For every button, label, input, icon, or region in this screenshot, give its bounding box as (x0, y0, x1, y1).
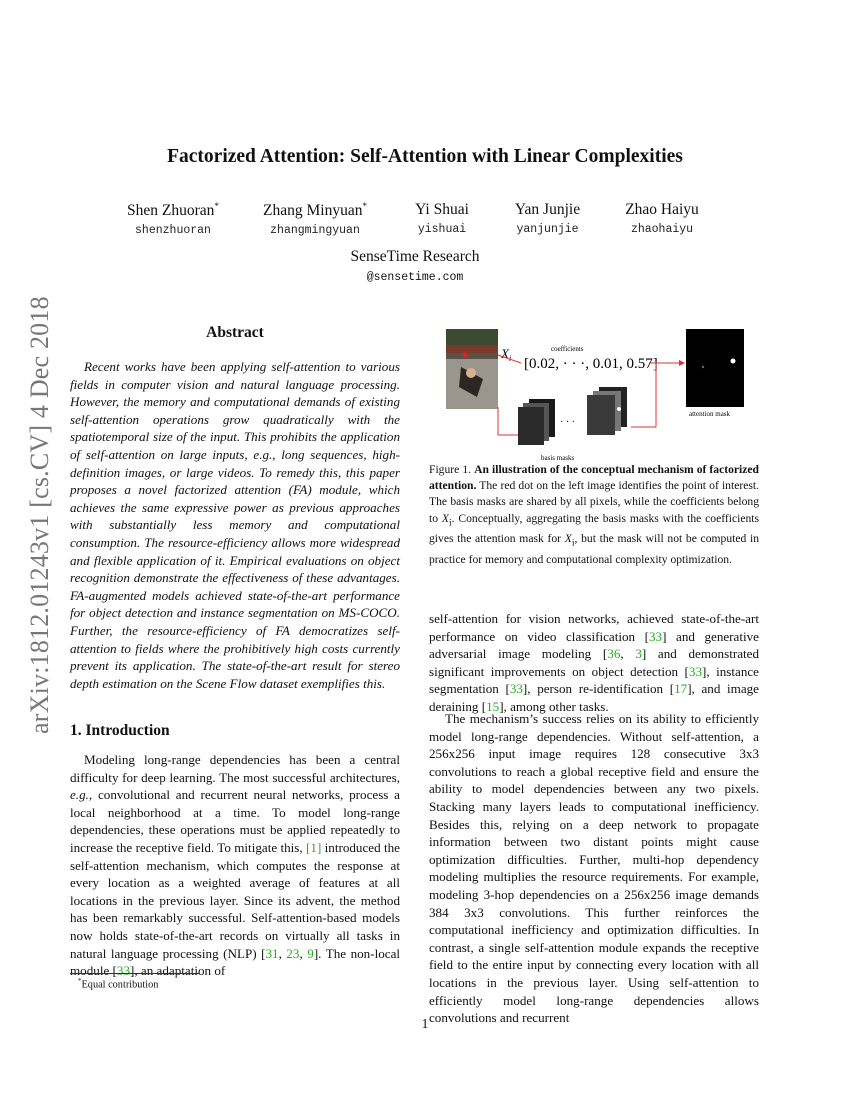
basis-masks (518, 387, 627, 445)
author-name: Yi Shuai (415, 201, 469, 218)
text-run: , (278, 945, 287, 961)
input-image (446, 329, 498, 409)
text-run: ] and generative adversarial image modeling [ (429, 628, 759, 662)
citation-link[interactable]: 3 (635, 646, 642, 662)
math-var: X (441, 511, 449, 525)
author-name: Zhao Haiyu (625, 201, 699, 218)
footnote-rule (70, 973, 200, 974)
footnote-mark: * (78, 977, 82, 985)
author-email: zhangmingyuan (270, 224, 360, 238)
affiliation: SenseTime Research (350, 248, 480, 265)
attention-mask-label: attention mask (689, 410, 731, 418)
coefficients-vector: [0.02, · · ·, 0.01, 0.57] (524, 356, 658, 372)
ellipsis: · · · (560, 417, 575, 428)
figure-1 (441, 327, 756, 467)
citation-link[interactable]: 33 (688, 663, 702, 679)
text-run: ], and image deraining [ (429, 681, 759, 714)
email-domain: @sensetime.com (366, 271, 464, 284)
figure-caption (429, 462, 759, 568)
math-sub: i (448, 516, 452, 528)
text-run: , convolutional and recurrent neural networks, process a local neighborhood at a time. To model long-range dependencies, these operations must be applied repeatedly to increase the receptive field. To mitigate this, (70, 787, 400, 855)
author-email: yishuai (417, 223, 467, 236)
introduction-heading: 1. Introduction (70, 722, 170, 739)
author-mark: * (214, 201, 219, 211)
text-run: . Conceptually, aggregating the basis masks with the coefficients gives the attention mask for (429, 511, 760, 546)
citation-link[interactable]: 9 (307, 945, 314, 961)
citation-link[interactable]: 17 (674, 681, 688, 697)
red-dot-marker (463, 353, 468, 358)
author-name: Zhang Minyuan (263, 202, 363, 220)
author-name: Yan Junjie (514, 201, 581, 218)
author-email: yanjunjie (516, 223, 579, 236)
caption-bold: An illustration of the conceptual mechanism of factorized attention. (429, 463, 759, 493)
citation-link[interactable]: 33 (509, 681, 523, 697)
author-email: zhaohaiyu (630, 223, 694, 236)
text-run: introduced the self-attention mechanism, which computes the response at every location as a weighted average of features at all locations in the previous layer. Since its advent, the method has been remarkably successful. Self-attention-based models now holds state-of-the-art records on virtually all tasks in natural language processing (NLP) [ (70, 839, 400, 961)
citation-link[interactable]: 15 (486, 698, 500, 714)
author-name: Shen Zhuoran (127, 202, 215, 220)
right-paragraph-1 (429, 610, 759, 716)
text-run: , (299, 945, 308, 961)
right-paragraph-2: The mechanism’s success relies on its ability to efficiently model long-range dependencies. Without self-attention, a 256x256 input image requires 128 consecutive 3x3 convolutions to reach a global receptive field and ensure the ability to model dependencies between any two pixels. Stacking many layers leads to computational inefficiency. Besides this, relying on a deep network to propagate information between two distant points might cause optimization difficulties. Further, multi-hop dependency modeling multiplies the resource requirements. For example, modeling 3-hop dependencies on a 256x256 image demands 384 3x3 convolutions. This further reinforces the computational inefficiency and optimization difficulties. In contrast, a single self-attention module expands the receptive field to the entire input by connecting every location with all locations in the previous layer. Using self-attention to efficiently model long-range dependencies allows convolutions and recurrent (429, 711, 759, 1026)
citation-link[interactable]: 31 (265, 945, 279, 961)
text-run: ]. The non-local module [ (70, 945, 401, 979)
author-3 (397, 201, 487, 236)
text-run: ] and demonstrated significant improvements on object detection [ (429, 646, 760, 679)
author-2 (252, 201, 378, 237)
author-mark: * (362, 201, 367, 211)
text-run: ], person re-identification [ (522, 681, 675, 697)
citation-link[interactable]: 23 (286, 945, 300, 961)
author-email: shenzhuoran (135, 224, 211, 238)
abstract-heading: Abstract (206, 324, 264, 341)
paper-title: Factorized Attention: Self-Attention with Linear Complexities (167, 146, 683, 167)
author-5 (613, 201, 711, 236)
text-run: self-attention for vision networks, achieved state-of-the-art performance on video classification [ (429, 611, 759, 644)
author-1 (113, 201, 233, 237)
caption-label: Figure 1. (429, 463, 472, 476)
text-run: ], instance segmentation [ (429, 663, 759, 697)
page-number: 1 (421, 1016, 429, 1031)
basis-masks-label: basis masks (541, 454, 575, 462)
arrow-head (679, 360, 685, 366)
footnote-text: Equal contribution (81, 979, 159, 991)
footnote (78, 977, 158, 990)
citation-link[interactable]: 36 (607, 646, 621, 662)
text-run: , but the mask will not be computed in practice for memory and computational complexity optimization. (429, 532, 759, 566)
author-4 (500, 201, 595, 236)
text-run: The red dot on the left image identifies the point of interest. The basis masks are shared by all pixels, while the coefficients belong to (429, 479, 759, 525)
citation-link[interactable]: [1] (306, 839, 322, 855)
math-sub: i (571, 537, 575, 549)
math-var: X (564, 532, 572, 546)
abstract-text: Recent works have been applying self-attention to various fields in computer vision and natural language processing. However, the memory and computational demands of existing self-attention operations grow quadratically with the spatiotemporal size of the input. This prohibits the application of self-attention on large inputs, e.g., long sequences, high-definition images, or large videos. To remedy this, this paper proposes a novel factorized attention (FA) module, which achieves the same expressive power as previous approaches with substantially less memory and computational consumption. The resource-efficiency allows more widespread and flexible application of it. Empirical evaluations on object recognition demonstrate the effectiveness of these advantages. FA-augmented models achieved state-of-the-art performance for object detection and instance segmentation on MS-COCO. Further, the resource-efficiency of FA democratizes self-attention to fields where the prohibitively high costs currently prevent its application. The state-of-the-art result for stereo depth estimation on the Scene Flow dataset exemplifies this. (70, 359, 400, 691)
text-run: Modeling long-range dependencies has been a central difficulty for deep learning. The most successful architectures, (70, 752, 400, 785)
citation-link[interactable]: 33 (116, 963, 131, 979)
arxiv-stamp: arXiv:1812.01243v1 [cs.CV] 4 Dec 2018 (25, 296, 54, 734)
citation-link[interactable]: 33 (649, 628, 663, 644)
text-run: ], among other tasks. (499, 698, 609, 714)
introduction-paragraph (70, 751, 400, 980)
attention-mask-image (686, 329, 744, 407)
coefficients-label: coefficients (551, 345, 584, 353)
text-run: e.g. (70, 787, 89, 803)
x-label: $X_i$ (501, 346, 512, 363)
text-run: , (620, 646, 636, 662)
text-run: ], an adaptation of (130, 963, 226, 979)
